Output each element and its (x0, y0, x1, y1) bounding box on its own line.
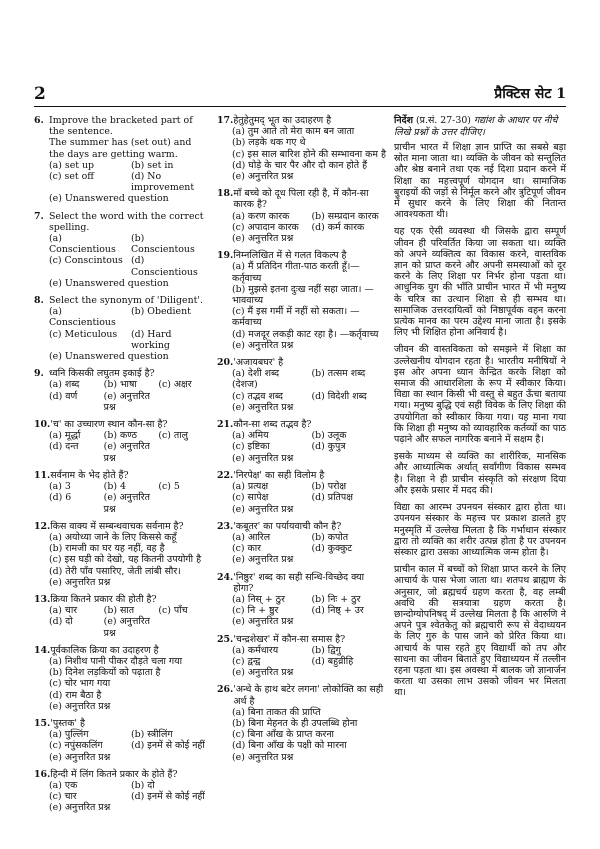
option: (c) पाँच (158, 605, 188, 617)
option: (a) शब्द (49, 379, 80, 391)
question-9 (34, 368, 209, 413)
option: (b) निः + ठुर (311, 593, 361, 605)
option-list (49, 729, 209, 763)
option: (d) विदेशी शब्द (311, 390, 367, 402)
question-text: 'निष्ठुर' शब्द का सही सन्धि-विच्छेद क्या होगा? (233, 571, 365, 594)
question-text: Select the synonym of 'Diligent'. (49, 295, 203, 307)
option: (e) अनुत्तरित प्रश्न (232, 452, 294, 464)
option: (d) कुक्कुट (311, 543, 353, 555)
question-11 (34, 470, 209, 515)
option: (e) अनुत्तरित प्रश्न (103, 492, 150, 515)
option: (c) इष्टिका (232, 441, 270, 453)
option-list (49, 605, 209, 639)
option-list (49, 430, 209, 464)
option: (c) इस साल बारिश होने की सम्भावना कम है (232, 148, 386, 160)
option: (c) नि + ष्ठुर (232, 605, 279, 617)
option: (c) अक्षर (158, 379, 192, 391)
question-text: हिन्दी में लिंग कितने प्रकार के होते हैं? (50, 768, 178, 780)
option: (b) 4 (103, 481, 126, 493)
option-list (232, 532, 387, 566)
option: (d) घोड़े के चार पैर और दो कान होते हैं (232, 159, 368, 171)
option-list (232, 594, 387, 628)
question-text: माँ बच्चे को दूध पिला रही है, में कौन-सा कारक है? (233, 188, 369, 211)
option-list (49, 306, 209, 351)
option: (a) कर्मधारय (232, 644, 279, 656)
question-number: 13. (34, 593, 51, 605)
option: (a) Conscientious (49, 233, 116, 256)
question-text: 'अन्धे के हाथ बटेर लगना' लोकोक्ति का सही अर्थ है (233, 684, 384, 707)
question-18 (217, 188, 387, 244)
column-1 (34, 115, 209, 820)
option: (a) पुल्लिंग (49, 729, 89, 741)
option-list (49, 532, 209, 588)
option: (d) बहुव्रीहि (311, 655, 354, 667)
option: (b) set in (131, 159, 174, 171)
question-stem (34, 368, 209, 379)
passage-paragraph: इसके माध्यम से व्यक्ति का शारीरिक, मानसिक और आध्यात्मिक अर्थात् सर्वांगीण विकास सम्भव है। शिक्षा ने ही प्राचीन संस्कृति को संरक्षण दिया और इसके प्रसार में मदद की। (394, 451, 566, 496)
question-26 (217, 684, 387, 762)
question-20 (217, 357, 387, 413)
question-19 (217, 250, 387, 351)
option: (e) अनुत्तरित प्रश्न (232, 554, 294, 566)
question-text: 'कबूतर' का पर्यायवाची कौन है? (233, 520, 342, 532)
option: (d) बिना आँख के पक्षी को मारना (232, 740, 347, 752)
option: (d) कुपुत्र (311, 441, 346, 453)
question-6 (34, 115, 209, 205)
option-list (232, 126, 387, 182)
question-13 (34, 594, 209, 639)
question-text: किस वाक्य में सम्बन्धवाचक सर्वनाम है? (50, 520, 184, 532)
column-2 (217, 115, 387, 769)
option: (a) अमिय (232, 430, 269, 442)
option: (c) अपादान कारक (232, 221, 299, 233)
option: (c) सापेक्ष (232, 492, 269, 504)
option: (b) Obedient (131, 306, 191, 318)
option: (b) बिना मेहनत के ही उपलब्धि होना (232, 717, 358, 729)
question-25 (217, 634, 387, 679)
option: (e) अनुत्तरित प्रश्न (49, 751, 111, 763)
question-number: 21. (217, 419, 234, 431)
option-list (232, 430, 387, 464)
option-list (232, 261, 387, 351)
option: (b) मुझसे इतना दुःख नहीं सहा जाता। —भाववाच्य (232, 283, 374, 307)
question-number: 17. (217, 115, 234, 126)
option: (c) इस घड़ी को देखो, यह कितनी उपयोगी है (49, 554, 202, 566)
question-7 (34, 211, 209, 289)
option: (d) कर्म कारक (311, 221, 365, 233)
column-3 (394, 115, 566, 705)
question-stem (217, 572, 387, 594)
option: (e) अनुत्तरित प्रश्न (232, 233, 294, 245)
question-16 (34, 769, 209, 814)
option: (a) Conscientious (49, 306, 116, 329)
option: (b) स्त्रीलिंग (131, 729, 173, 741)
question-stem (34, 419, 209, 430)
option: (a) प्रत्यक्ष (232, 481, 269, 493)
option: (c) चार (49, 791, 77, 803)
option: (b) कण्ठ (103, 430, 137, 442)
question-stem (217, 521, 387, 532)
question-23 (217, 521, 387, 566)
option: (e) अनुत्तरित प्रश्न (232, 401, 294, 413)
direction-text: गद्यांश के आधार पर नीचे लिखे प्रश्नों के उत्तर दीजिए। (394, 115, 558, 138)
question-stem (34, 470, 209, 481)
option: (c) तद्भव शब्द (232, 390, 283, 402)
passage-paragraph: यह एक ऐसी व्यवस्था थी जिसके द्वारा सम्पूर्ण जीवन ही परिवर्तित किया जा सकता था। व्यक्ति को अपने व्यक्तित्व का विकास करने, वास्तविक ज्ञान को प्राप्त करने और अपनी समस्याओं को दूर करने के लिए शिक्षा पर निर्भर होना पड़ता था। आधुनिक युग की भाँति प्राचीन भारत में भी मनुष्य के चरित्र का उत्थान शिक्षा से ही सम्भव था। सामाजिक उत्तरदायित्वों को निष्ठापूर्वक वहन करना प्रत्येक मानव का परम उद्देश्य माना जाता है। इसके लिए भी शिक्षित होना अनिवार्य है। (394, 226, 566, 339)
question-text: निम्नलिखित में से गलत विकल्प है (233, 250, 347, 262)
option: (b) उलूक (311, 430, 347, 442)
option: (a) तुम आते तो मेरा काम बन जाता (232, 126, 355, 138)
option: (b) भाषा (103, 379, 137, 391)
question-number: 14. (34, 644, 51, 656)
question-number: 20. (217, 357, 234, 369)
option: (d) प्रतिपक्ष (311, 492, 353, 504)
question-stem (34, 211, 209, 233)
question-text: सर्वनाम के भेद होते हैं? (50, 469, 129, 481)
option-list (49, 780, 209, 814)
option: (b) द्विगु (311, 644, 341, 656)
option: (a) आरिल (232, 531, 271, 543)
option: (c) बिना आँख के प्राप्त करना (232, 729, 334, 741)
passage (394, 142, 566, 699)
option: (d) Conscientious (131, 255, 198, 278)
option: (a) 3 (49, 481, 71, 493)
question-number: 10. (34, 419, 51, 431)
option: (c) नपुंसकलिंग (49, 740, 103, 752)
question-text: 'अजायबघर' है (233, 357, 284, 369)
header-rule (34, 106, 566, 107)
option: (c) set off (49, 171, 94, 183)
option: (b) परोक्ष (311, 481, 347, 493)
option: (c) Conscintous (49, 255, 123, 267)
question-stem (217, 634, 387, 645)
option-unanswered: (e) Unanswered question (49, 351, 169, 363)
option: (d) Hard working (131, 328, 172, 351)
option: (e) अनुत्तरित प्रश्न (49, 700, 111, 712)
question-text: पूर्वकालिक क्रिया का उदाहरण है (50, 644, 159, 656)
option: (a) निशीथ पानी पीकर दौड़ते चला गया (49, 655, 183, 667)
question-stem (34, 115, 209, 137)
question-text: 'चन्द्रशेखर' में कौन-सा समास है? (233, 633, 346, 645)
option: (c) द्वन्द्व (232, 655, 261, 667)
option: (b) लड़के थक गए थे (232, 137, 306, 149)
passage-direction (394, 115, 566, 138)
question-number: 6. (34, 115, 44, 126)
question-text: Select the word with the correct spelling. (49, 210, 204, 233)
option: (e) अनुत्तरित प्रश्न (232, 503, 294, 515)
option: (e) अनुत्तरित प्रश्न (232, 667, 294, 679)
question-text: कौन-सा शब्द तद्भव है? (233, 419, 312, 431)
question-21 (217, 419, 387, 464)
question-text: Improve the bracketed part of the sentence. (49, 115, 193, 138)
option: (e) अनुत्तरित प्रश्न (232, 616, 294, 628)
option: (e) अनुत्तरित प्रश्न (49, 576, 111, 588)
option: (e) अनुत्तरित प्रश्न (232, 751, 294, 763)
option: (c) Meticulous (49, 328, 118, 340)
passage-paragraph: प्राचीन भारत में शिक्षा ज्ञान प्राप्ति का सबसे बड़ा स्रोत माना जाता था। व्यक्ति के जीवन को सन्तुलित और श्रेष्ठ बनाने तथा एक नई दिशा प्रदान करने में शिक्षा का महत्त्वपूर्ण योगदान था। सामाजिक बुराइयों की जड़ों से निर्मूल करने और त्रुटिपूर्ण जीवन में सुधार करने के लिए शिक्षा की नितान्त आवश्यकता थी। (394, 142, 566, 221)
question-number: 23. (217, 520, 234, 532)
option: (d) तेरी पाँव पसारिए, जेती लांबी सौर। (49, 565, 181, 577)
question-number: 24. (217, 571, 234, 583)
option: (e) अनुत्तरित प्रश्न (103, 616, 150, 639)
page-title: प्रैक्टिस सेट 1 (494, 86, 566, 102)
option: (a) set up (49, 159, 95, 171)
option: (e) अनुत्तरित प्रश्न (103, 390, 150, 413)
page-number: 2 (34, 84, 46, 104)
question-22 (217, 470, 387, 515)
option: (d) निष्ठ् + उर (311, 605, 364, 617)
question-text: हेतुहेतुमद् भूत का उदाहरण है (233, 115, 332, 126)
option-unanswered: (e) Unanswered question (49, 277, 169, 289)
option: (a) मूर्द्धा (49, 430, 81, 442)
question-number: 8. (34, 295, 44, 307)
option: (d) No improvement (131, 171, 195, 194)
question-number: 7. (34, 210, 44, 222)
option: (a) एक (49, 779, 78, 791)
question-stem (34, 295, 209, 306)
question-number: 11. (34, 469, 51, 481)
question-text: 'च' का उच्चारण स्थान कौन-सा है? (50, 419, 168, 431)
option: (c) कार (232, 543, 262, 555)
question-number: 9. (34, 368, 44, 380)
option: (c) मैं इस गर्मी में नहीं सो सकता। —कर्मवाच्य (232, 306, 360, 329)
option: (b) कपोत (311, 531, 349, 543)
question-15 (34, 718, 209, 763)
option-list (232, 481, 387, 515)
question-number: 15. (34, 717, 51, 729)
question-number: 18. (217, 188, 234, 200)
option: (d) दन्त (49, 441, 79, 453)
option-unanswered: (e) Unanswered question (49, 193, 169, 205)
question-stem (217, 357, 387, 368)
option-list (232, 368, 387, 413)
option-list (49, 481, 209, 515)
question-stem (34, 594, 209, 605)
page-header (34, 84, 566, 106)
question-17 (217, 115, 387, 182)
question-number: 19. (217, 250, 234, 262)
question-stem (217, 419, 387, 430)
option: (b) सम्प्रदान कारक (311, 210, 379, 222)
option: (a) अयोध्या जाने के लिए किससे कहूँ (49, 531, 177, 543)
option: (d) दो (49, 616, 73, 628)
option: (b) Conscientous (131, 233, 195, 256)
option: (b) दिनेश लड़कियों को पढ़ाता है (49, 667, 161, 679)
direction-range: (प्र.सं. 27-30) (415, 115, 471, 126)
passage-paragraph: विद्या का आरम्भ उपनयन संस्कार द्वारा होता था। उपनयन संस्कार के महत्त्व पर प्रकाश डालते हुए मनुस्मृति में उल्लेख मिलता है कि गर्भाधान संस्कार द्वारा तो व्यक्ति का शरीर उत्पन्न होता है पर उपनयन संस्कार द्वारा उसका आध्यात्मिक जन्म होता है। (394, 502, 566, 558)
question-number: 12. (34, 520, 51, 532)
question-stem (217, 684, 387, 706)
option: (a) चार (49, 605, 78, 617)
question-stem (217, 470, 387, 481)
direction-label: निर्देश (394, 115, 413, 126)
question-sentence: The summer has (set out) and the days are getting warm. (49, 137, 192, 160)
question-text: 'निरपेक्ष' का सही विलोम है (233, 469, 325, 481)
option: (d) 6 (49, 492, 72, 504)
option: (c) चोर भाग गया (49, 678, 111, 690)
question-text: क्रिया कितने प्रकार की होती है? (50, 593, 157, 605)
option-list (232, 211, 387, 245)
question-stem (217, 188, 387, 210)
question-24 (217, 572, 387, 628)
question-10 (34, 419, 209, 464)
option: (b) सात (103, 605, 135, 617)
option: (c) 5 (158, 481, 180, 493)
option: (a) बिना ताकत की प्राप्ति (232, 706, 321, 718)
question-stem (217, 115, 387, 126)
option-list (49, 656, 209, 712)
option: (a) निस् + ठुर (232, 593, 285, 605)
option: (b) रामजी का घर यह नहीं, वह है (49, 543, 165, 555)
option: (d) इनमें से कोई नहीं (131, 740, 205, 752)
question-text: ध्वनि किसकी लघुतम इकाई है? (49, 368, 155, 380)
option-list (49, 379, 209, 413)
option: (a) देशी शब्द (देशज) (232, 368, 280, 391)
option: (c) तालु (158, 430, 189, 442)
option-list (49, 233, 209, 278)
option: (d) मजदूर लकड़ी काट रहा है। —कर्तृवाच्य (232, 328, 379, 340)
question-stem (34, 521, 209, 532)
option: (e) अनुत्तरित प्रश्न (103, 441, 150, 464)
option: (e) अनुत्तरित प्रश्न (49, 802, 111, 814)
option-list (49, 160, 209, 194)
option: (d) इनमें से कोई नहीं (131, 791, 205, 803)
option: (b) तत्सम शब्द (311, 368, 366, 380)
question-12 (34, 521, 209, 588)
option-list (232, 645, 387, 679)
question-number: 26. (217, 684, 234, 696)
question-number: 16. (34, 768, 51, 780)
option: (e) अनुत्तरित प्रश्न (232, 339, 294, 351)
question-8 (34, 295, 209, 362)
question-text: 'पुस्तक' है (50, 717, 85, 729)
option-list (232, 707, 387, 763)
question-stem (34, 718, 209, 729)
question-number: 25. (217, 633, 234, 645)
question-14 (34, 645, 209, 712)
option: (d) राम बैठा है (49, 689, 102, 701)
question-number: 22. (217, 469, 234, 481)
question-stem (34, 769, 209, 780)
option: (b) दो (131, 779, 155, 791)
question-stem (217, 250, 387, 261)
option: (d) वर्ण (49, 390, 78, 402)
passage-paragraph: प्राचीन काल में बच्चों को शिक्षा प्राप्त करने के लिए आचार्य के पास भेजा जाता था। शतपथ ब्राह्मण के अनुसार, जो ब्रह्मचर्य ग्रहण करता है, वह लम्बी अवधि की सत्रयात्रा ग्रहण करता है। छान्दोग्योपनिषद् में उल्लेख मिलता है कि आरुणि ने अपने पुत्र श्वेतकेतु को ब्रह्मचारी रूप से वेदाध्ययन के लिए गुरु के पास जाने को प्रेरित किया था। आचार्य के पास रहते हुए विद्यार्थी को तप और साधना का जीवन बिताते हुए विद्याध्ययन में तल्लीन रहना पड़ता था। इस अवस्था में बालक जो ज्ञानार्जन करता था उसका लाभ उसको जीवन भर मिलता था। (394, 564, 566, 699)
option: (e) अनुत्तरित प्रश्न (232, 171, 294, 183)
question-stem (34, 645, 209, 656)
option: (a) मैं प्रतिदिन गीता-पाठ करती हूँ।—कर्तृवाच्य (232, 261, 360, 284)
passage-paragraph: जीवन की वास्तविकता को समझने में शिक्षा का उल्लेखनीय योगदान रहता है। भारतीय मनीषियों ने इस ओर अपना ध्यान केन्द्रित करके शिक्षा को समाज की आधारशिला के रूप में स्वीकार किया। विद्या का स्थान किसी भी वस्तु से बहुत ऊँचा बताया गया। मनुष्य बुद्धि एवं सही विवेक के लिए शिक्षा की उपयोगिता को स्वीकार किया गया। यह माना गया कि शिक्षा ही मनुष्य को व्यावहारिक कर्तव्यों का पाठ पढ़ाने और सफल नागरिक बनाने में सक्षम है। (394, 344, 566, 446)
option: (a) करण कारक (232, 210, 290, 222)
